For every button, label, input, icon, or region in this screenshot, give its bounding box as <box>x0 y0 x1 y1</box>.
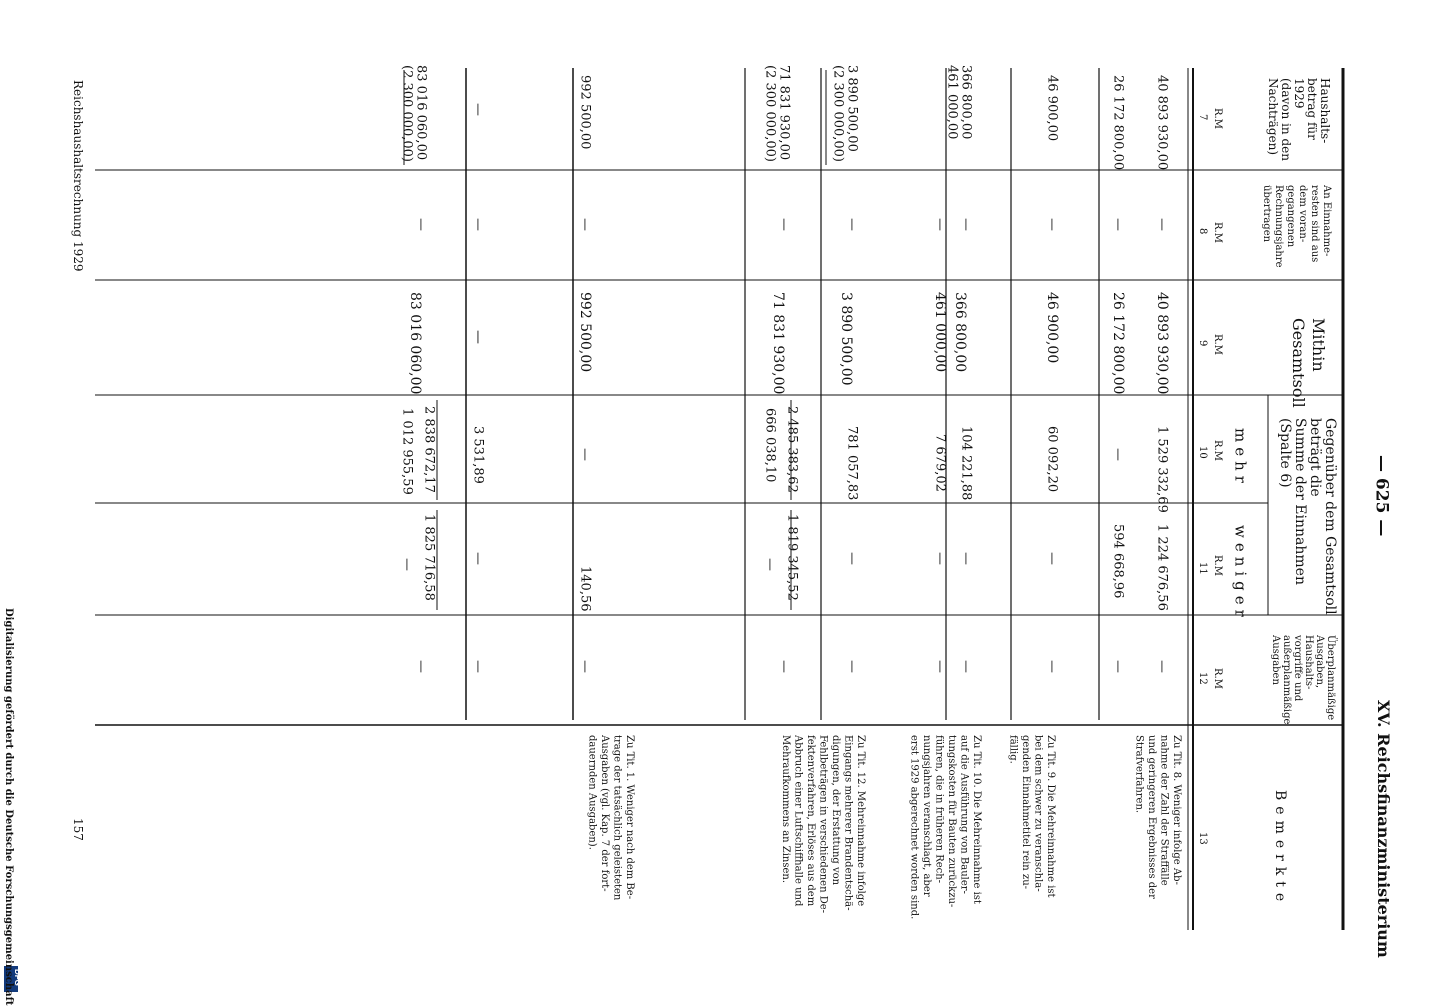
cell-less-sum: 1 819 345,52 <box>784 514 800 601</box>
cell-more: 7 679,02 <box>932 434 948 492</box>
cell-carryover: — <box>577 218 593 231</box>
cell-overplan: — <box>1154 660 1170 673</box>
cell-budget: 46 900,00 <box>1044 75 1060 142</box>
column-number: 10 <box>1197 446 1208 459</box>
remark-line: tungskosten für Bauten zurückzu- <box>946 735 957 908</box>
remark-line: fällig. <box>1007 735 1019 764</box>
column-number: 13 <box>1197 832 1208 845</box>
column-number: 12 <box>1197 672 1208 685</box>
col10-11-header-line: (Spalte 6) <box>1277 418 1293 488</box>
col7-header-line: betrag für <box>1305 78 1319 140</box>
remark-line: Eingangs mehrerer Brandentschä- <box>842 735 854 911</box>
cell-total-target: 40 893 930,00 <box>1154 292 1170 395</box>
col8-header-line: Rechnungsjahre <box>1273 185 1284 268</box>
cell-carryover: — <box>776 218 792 231</box>
col9-header-line: Gesamtsoll <box>1289 318 1308 408</box>
col12-header-line: Ausgaben <box>1270 635 1281 685</box>
cell-less: — <box>958 552 974 565</box>
remark-line: Abbruch einer Luftschiffhalle und <box>792 735 804 907</box>
cell-more: — <box>1110 448 1126 461</box>
cell-budget: 83 016 060,00 <box>413 65 429 161</box>
remark-line: bei dem schwer zu veranschla- <box>1032 735 1044 892</box>
cell-budget: 366 800,00 <box>958 65 974 140</box>
cell-total-target: 461 000,00 <box>932 292 948 373</box>
col8-header-line: An Einnahme- <box>1321 185 1332 257</box>
remark-line: führen, die in früheren Rech- <box>933 735 945 884</box>
cell-less: — <box>399 558 415 571</box>
remark-line: Zu Tit. 10. Die Mehreinnahme ist <box>971 735 982 904</box>
col12-header-line: Haushalts- <box>1303 635 1314 690</box>
cell-budget-supplement: (2 300 000,00) <box>762 65 778 162</box>
col10-header: mehr <box>1231 428 1250 488</box>
col8-header-line: übertragen <box>1261 185 1272 243</box>
remark-line: und geringeren Ergebnisses der <box>1146 735 1157 899</box>
cell-total-target: 46 900,00 <box>1044 292 1060 364</box>
remark-line: dauernden Ausgaben). <box>586 735 598 850</box>
cell-more-sum: 2 485 383,62 <box>784 406 800 493</box>
cell-budget: 3 890 500,00 <box>844 65 860 152</box>
cell-budget: 71 831 930,00 <box>776 65 792 161</box>
cell-overplan: — <box>958 660 974 673</box>
unit-label: R.M <box>1212 555 1223 576</box>
cell-less: 140,56 <box>577 566 593 612</box>
unit-label: R.M <box>1212 334 1223 355</box>
edge-note: Digitalisierung gefördert durch die Deutsche Forschungsgemeinschaft <box>3 608 14 1006</box>
cell-more: 3 531,89 <box>470 426 486 484</box>
footer-title: Reichshaushaltsrechnung 1929 <box>71 80 85 272</box>
col7-header-line: 1929 <box>1292 78 1306 109</box>
cell-carryover: — <box>413 218 429 231</box>
cell-overplan: — <box>1044 660 1060 673</box>
cell-total-target: 992 500,00 <box>577 292 593 373</box>
cell-budget: 992 500,00 <box>577 75 593 150</box>
remark-line: Strafverfahren. <box>1133 735 1145 814</box>
cell-budget-supplement: (2 300 000,00) <box>399 65 415 162</box>
unit-label: R.M <box>1212 668 1223 689</box>
cell-less: — <box>932 552 948 565</box>
cell-overplan: — <box>413 660 429 673</box>
cell-more-sum: 2 838 672,17 <box>421 406 437 493</box>
remark-line: digungen, der Erstattung von <box>830 735 841 886</box>
cell-more: 781 057,83 <box>844 426 860 501</box>
cell-more: 1 012 955,59 <box>399 408 415 495</box>
col7-header-line: Haushalts- <box>1318 78 1332 144</box>
cell-total-target: — <box>470 330 486 344</box>
remark-line: Fehlbeträgen in verschiedenen De- <box>817 735 829 914</box>
cell-total-target: 83 016 060,00 <box>407 292 423 395</box>
remark-line: Mehraufkommens an Zinsen. <box>780 735 791 884</box>
remark-line: nungsjahren veranschlagt, aber <box>921 735 932 897</box>
cell-more: 666 038,10 <box>762 408 778 483</box>
col7-header-line: Nachträgen) <box>1266 78 1280 156</box>
col10-11-header-line: Summe der Einnahmen <box>1292 418 1308 585</box>
unit-label: R.M <box>1212 108 1223 129</box>
cell-budget: 40 893 930,00 <box>1154 75 1170 171</box>
remark-line: Ausgaben (vgl. Kap. 7 der fort- <box>599 735 610 892</box>
remark-line: Zu Tit. 12. Mehreinnahme infolge <box>855 735 866 907</box>
cell-overplan: — <box>577 660 593 673</box>
remark-line: trage der tatsächlich geleisteten <box>611 735 623 901</box>
dfg-logo-text: DFG <box>13 969 22 986</box>
cell-less: — <box>470 552 486 565</box>
unit-label: R.M <box>1212 440 1223 461</box>
cell-budget: — <box>470 103 486 116</box>
cell-total-target: 26 172 800,00 <box>1110 292 1126 395</box>
cell-less: 594 668,96 <box>1110 524 1126 599</box>
column-number: 11 <box>1197 562 1208 575</box>
cell-overplan: — <box>844 660 860 673</box>
col12-header-line: vorgriffe und <box>1292 635 1303 702</box>
cell-total-target: 366 800,00 <box>952 292 968 373</box>
cell-more: — <box>577 448 593 461</box>
cell-carryover: — <box>932 218 948 231</box>
column-number: 9 <box>1197 340 1208 347</box>
cell-total-target: 71 831 930,00 <box>770 292 786 395</box>
cell-more: 60 092,20 <box>1044 426 1060 493</box>
cell-less-sum: 1 825 716,58 <box>421 514 437 601</box>
cell-less: — <box>1044 552 1060 565</box>
remark-line: Zu Tit. 8. Weniger infolge Ab- <box>1171 735 1182 885</box>
cell-budget-supplement: 461 000,00 <box>944 65 960 140</box>
cell-less: 1 224 676,56 <box>1154 524 1170 611</box>
remark-line: nahme der Zahl der Straffälle <box>1158 735 1170 886</box>
col12-header-line: außerplanmäßige <box>1281 635 1292 725</box>
cell-budget: 26 172 800,00 <box>1110 75 1126 171</box>
cell-budget-supplement: (2 300 000,00) <box>830 65 846 162</box>
unit-label: R.M <box>1212 222 1223 243</box>
cell-overplan: — <box>470 660 486 673</box>
column-number: 7 <box>1197 114 1208 121</box>
col10-11-header-line: beträgt die <box>1307 418 1323 497</box>
col10-11-header-line: Gegenüber dem Gesamtsoll <box>1322 418 1338 615</box>
remark-line: auf die Ausführung von Bauler- <box>958 735 970 894</box>
cell-more: 1 529 332,69 <box>1154 426 1170 513</box>
remark-line: genden Einnahmetitel rein zu- <box>1020 735 1031 890</box>
remark-line: erst 1929 abgerechnet worden sind. <box>908 735 920 920</box>
cell-overplan: — <box>932 660 948 673</box>
cell-less: — <box>844 552 860 565</box>
cell-overplan: — <box>776 660 792 673</box>
col9-header-line: Mithin <box>1309 318 1328 372</box>
cell-total-target: 3 890 500,00 <box>838 292 854 386</box>
chapter-title: XV. Reichsfinanzministerium <box>1374 700 1393 958</box>
cell-more: 104 221,88 <box>958 426 974 501</box>
remark-line: Zu Tit. 9. Die Mehreinnahme ist <box>1045 735 1056 898</box>
cell-carryover: — <box>1154 218 1170 231</box>
cell-carryover: — <box>1110 218 1126 231</box>
cell-carryover: — <box>958 218 974 231</box>
footer-page-number: 157 <box>71 818 85 841</box>
cell-less: — <box>762 558 778 571</box>
page-number: — 625 — <box>1371 455 1392 537</box>
col13-header: Bemerkte <box>1272 790 1288 908</box>
col7-header-line: (davon in den <box>1279 78 1293 161</box>
col8-header-line: dem voran- <box>1297 185 1308 243</box>
cell-overplan: — <box>1110 660 1126 673</box>
col8-header-line: gegangenen <box>1285 185 1296 248</box>
remark-line: Zu Tit. 1. Weniger nach dem Be- <box>624 735 635 900</box>
cell-carryover: — <box>470 218 486 231</box>
col8-header-line: resten sind aus <box>1309 185 1320 263</box>
col12-header-line: Überplanmäßige <box>1325 635 1336 721</box>
cell-carryover: — <box>844 218 860 231</box>
remark-line: fektenverfahren, Erlöses aus dem <box>805 735 816 907</box>
col11-header: weniger <box>1231 525 1250 622</box>
cell-carryover: — <box>1044 218 1060 231</box>
col12-header-line: Ausgaben, <box>1314 635 1325 689</box>
column-number: 8 <box>1197 228 1208 235</box>
